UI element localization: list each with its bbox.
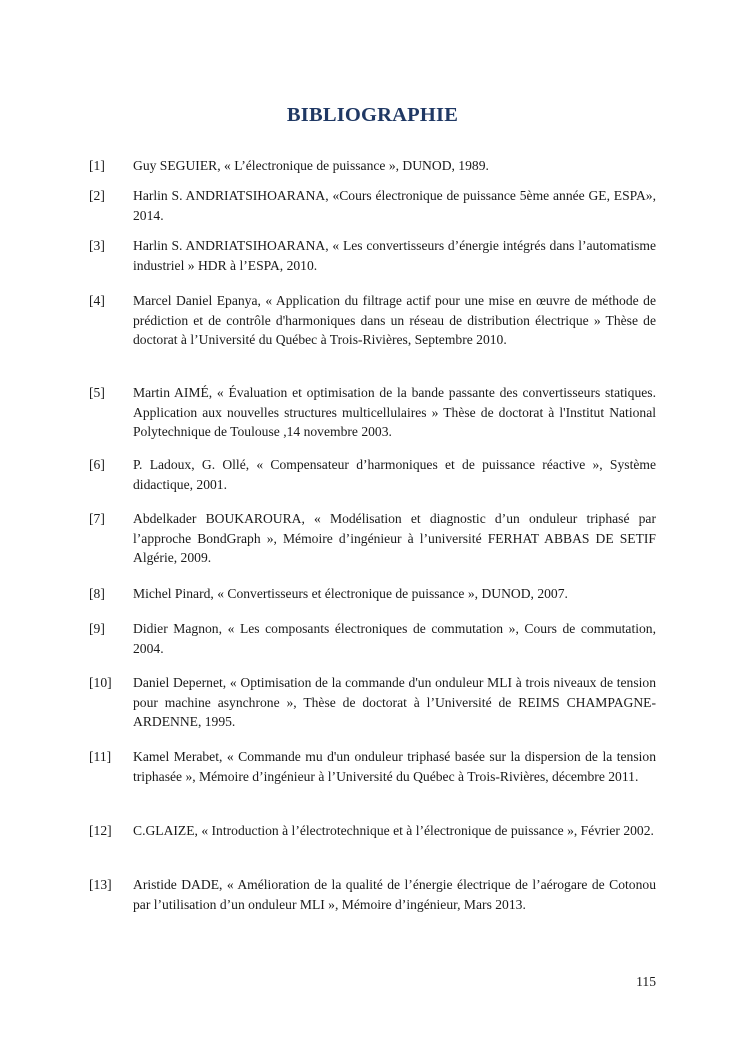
reference-item-11 <box>89 747 656 786</box>
reference-text: Kamel Merabet, « Commande mu d'un onduleur triphasé basée sur la dispersion de la tension triphasée », Mémoire d’ingénieur à l’Université du Québec à Trois-Rivières, décembre 2011. <box>133 749 656 784</box>
reference-item-13 <box>89 875 656 914</box>
reference-item-7 <box>89 509 656 568</box>
reference-item-6 <box>89 455 656 494</box>
reference-text: Michel Pinard, « Convertisseurs et électronique de puissance », DUNOD, 2007. <box>133 586 568 601</box>
reference-text: C.GLAIZE, « Introduction à l’électrotechnique et à l’électronique de puissance », Février 2002. <box>133 823 654 838</box>
reference-item-5 <box>89 383 656 442</box>
reference-item-3 <box>89 236 656 275</box>
reference-number: [10] <box>89 675 112 690</box>
reference-number: [4] <box>89 293 105 308</box>
reference-item-2 <box>89 186 656 225</box>
reference-text: Didier Magnon, « Les composants électroniques de commutation », Cours de commutation, 2004. <box>133 621 656 656</box>
reference-item-4 <box>89 291 656 350</box>
reference-number: [6] <box>89 457 105 472</box>
reference-number: [7] <box>89 511 105 526</box>
reference-number: [13] <box>89 877 112 892</box>
reference-text: Aristide DADE, « Amélioration de la qualité de l’énergie électrique de l’aérogare de Cotonou par l’utilisation d’un onduleur MLI », Mémoire d’ingénieur, Mars 2013. <box>133 877 656 912</box>
reference-item-10 <box>89 673 656 732</box>
reference-number: [5] <box>89 385 105 400</box>
reference-number: [2] <box>89 188 105 203</box>
reference-item-9 <box>89 619 656 658</box>
reference-number: [9] <box>89 621 105 636</box>
reference-number: [11] <box>89 749 112 764</box>
reference-number: [3] <box>89 238 105 253</box>
reference-text: Marcel Daniel Epanya, « Application du filtrage actif pour une mise en œuvre de méthode de prédiction et de contrôle d'harmoniques dans un réseau de distribution électrique » Thèse de doctorat à l’Université du Québec à Trois-Rivières, Septembre 2010. <box>133 293 656 348</box>
reference-text: Abdelkader BOUKAROURA, « Modélisation et diagnostic d’un onduleur triphasé par l’approche BondGraph », Mémoire d’ingénieur à l’université FERHAT ABBAS DE SETIF Algérie, 2009. <box>133 511 656 566</box>
reference-number: [8] <box>89 586 105 601</box>
reference-text: P. Ladoux, G. Ollé, « Compensateur d’harmoniques et de puissance réactive », Système didactique, 2001. <box>133 457 656 492</box>
reference-text: Guy SEGUIER, « L’électronique de puissance », DUNOD, 1989. <box>133 158 489 173</box>
reference-item-8 <box>89 584 656 604</box>
page-title: BIBLIOGRAPHIE <box>286 104 459 126</box>
reference-item-12 <box>89 821 656 841</box>
page-number: 115 <box>636 974 656 989</box>
reference-text: Harlin S. ANDRIATSIHOARANA, «Cours électronique de puissance 5ème année GE, ESPA», 2014. <box>133 188 656 223</box>
reference-text: Harlin S. ANDRIATSIHOARANA, « Les convertisseurs d’énergie intégrés dans l’automatisme industriel » HDR à l’ESPA, 2010. <box>133 238 656 273</box>
reference-text: Daniel Depernet, « Optimisation de la commande d'un onduleur MLI à trois niveaux de tension pour machine asynchrone », Thèse de doctorat à l’Université de REIMS CHAMPAGNE-ARDENNE, 1995. <box>133 675 656 730</box>
reference-item-1 <box>89 156 656 176</box>
reference-text: Martin AIMÉ, « Évaluation et optimisation de la bande passante des convertisseurs statiques. Application aux nouvelles structures multicellulaires » Thèse de doctorat à l'Institut National Polytechnique de Toulouse ,14 novembre 2003. <box>133 385 656 440</box>
reference-number: [1] <box>89 158 105 173</box>
reference-number: [12] <box>89 823 112 838</box>
